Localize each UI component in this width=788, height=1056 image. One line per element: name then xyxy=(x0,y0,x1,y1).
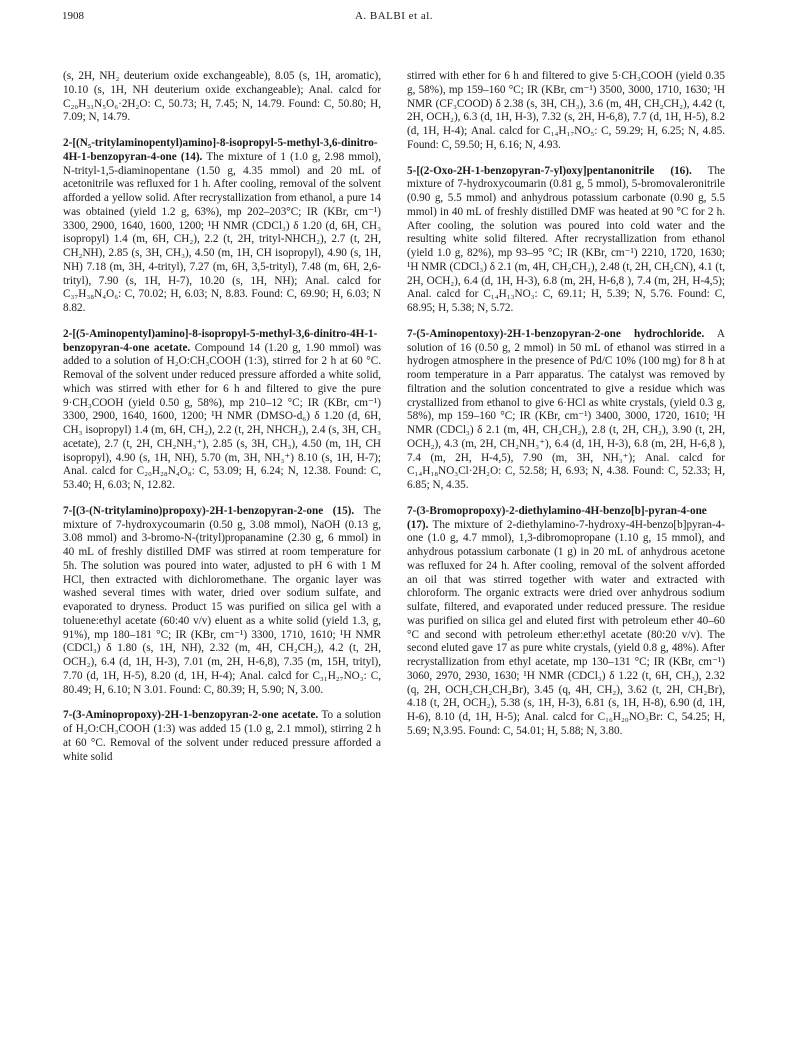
paragraph-body: The mixture of 7-hydroxycoumarin (0.81 g, 5 mmol), 5-bromovaleronitrile (0.90 g, 5.5 mmol) and anhydrous potassium carbonate (0.90 g, 5.5 mmol) in 40 mL of freshly distilled DMF was heated at 90 °C for 2 h. After cooling, the solution was poured into cold water and the resulting white solid filtered. After recrystallization from ethanol (yield 1.0 g, 82%), mp 93–95 °C; IR (KBr, cm⁻¹) 2210, 1720, 1630; ¹H NMR (CDCl₃) δ 2.1 (m, 4H, CH₂CH₂), 2.48 (t, 2H, CH₂CN), 4.1 (t, 2H, OCH₂), 6.4 (d, 1H, H-3), 6.8 (m, 2H, H-6,8 ), 7.4 (m, 2H, H-4,5); Anal. calcd for C₁₄H₁₃NO₃: C, 69.11; H, 5.39; N, 5.76. Found: C, 68.95; H, 5.38; N, 5.72. xyxy=(407,164,725,314)
running-head: A. BALBI et al. xyxy=(354,10,434,22)
paragraph-continuation xyxy=(407,70,725,153)
paragraph-body: To a solution of H₂O:CH₃COOH (1:3) was added 15 (1.0 g, 2.1 mmol), stirring 2 h at 60 °C. Removal of the solvent under reduced pressure afforded a white solid xyxy=(63,709,381,763)
compound-title: 2-[(5-Aminopentyl)amino]-8-isopropyl-5-methyl-3,6-dinitro-4H-1-benzopyran-4-one acetate. xyxy=(63,327,378,354)
compound-title: 7-(3-Bromopropoxy)-2-diethylamino-4H-benzo[b]-pyran-4-one (17). xyxy=(407,504,707,531)
paragraph-body: The mixture of 7-hydroxycoumarin (0.50 g, 3.08 mmol), NaOH (0.13 g, 3.08 mmol) and 3-bromo-N-(trityl)propanamine (2.30 g, 6 mmol) in 40 mL of freshly distilled DMF was stirred at room temperature for 5h. The solution was poured into water, adjusted to pH 6 with 1 M HCl, then extracted with dichloromethane. The organic layer was washed several times with water, dried over sodium sulfate, and evaporated to dryness. Product 15 was purified on silica gel with a toluene:ethyl acetate (60:40 v/v) eluent as a white solid (yield 1.3, g, 91%), mp 180–181 °C; IR (KBr, cm⁻¹) 3300, 1710, 1610; ¹H NMR (CDCl₃) δ 1.80 (s, 1H, NH), 2.32 (m, 4H, CH₂CH₂), 4.2 (t, 2H, OCH₂), 6.4 (d, 1H, H-3), 7.01 (m, 2H, H-6,8), 7.35 (m, 15H, trityl), 7.70 (d, 1H, H-5), 8.20 (d, 1H, H-4); Anal. calcd for C₃₁H₂₇NO₃: C, 80.49; H, 6.10; N 3.01. Found: C, 80.39; H, 5.90; N, 3.00. xyxy=(63,504,381,696)
page-number: 1908 xyxy=(62,10,84,22)
paragraph-body: A solution of 16 (0.50 g, 2 mmol) in 50 mL of ethanol was stirred in a hydrogen atmosphere in the presence of Pd/C 10% (100 mg) for 8 h at room temperature in a Parr apparatus. The catalyst was removed by filtration and the solution concentrated to give a residue which was crystallized from ethanol to give 6·HCl as white crystals, (yield 0.3 g, 58%), mp 159–160 °C; IR (KBr, cm⁻¹) 3400, 3000, 1720, 1610; ¹H NMR (CDCl₃) δ 2.1 (m, 4H, CH₂CH₂), 2.8 (t, 2H, CH₂), 3.90 (t, 2H, OCH₂), 4.3 (m, 2H, CH₂NH₃⁺), 6.4 (d, 1H, H-3), 6.8 (m, 2H, H-6,8 ), 7.4 (m, 2H, H-4,5), 7.90 (m, 3H, NH₃⁺); Anal. calcd for C₁₄H₁₈NO₃Cl·2H₂O: C, 52.58; H, 6.93; N, 4.38. Found: C, 52.33; H, 6.85; N, 4.35. xyxy=(407,327,725,491)
paragraph-compound-6 xyxy=(407,328,725,493)
paragraph-continuation xyxy=(63,70,381,125)
paragraph-compound-17 xyxy=(407,505,725,739)
compound-title: 2-[(N₅-tritylaminopentyl)amino]-8-isopropyl-5-methyl-3,6-dinitro-4H-1-benzopyran-4-one (14). xyxy=(63,137,378,163)
paragraph-body: stirred with ether for 6 h and filtered to give 5·CH₃COOH (yield 0.35 g, 58%), mp 159–160 °C; IR (KBr, cm⁻¹) 3500, 3000, 1710, 1630; ¹H NMR (CF₃COOD) δ 2.38 (s, 3H, CH₃), 3.6 (m, 4H, CH₂CH₂), 4.42 (t, 2H, OCH₂), 6.3 (d, 1H, H-3), 7.32 (s, 2H, H-6,8), 7.7 (d, 1H, H-5), 8.2 (d, 1H, H-4); Anal. calcd for C₁₄H₁₇NO₅: C, 59.29; H, 6.25; N, 4.85. Found: C, 59.50; H, 6.16; N, 4.93. xyxy=(407,70,725,151)
page-header xyxy=(62,10,726,30)
right-column xyxy=(407,70,725,751)
paragraph-compound-5 xyxy=(63,709,381,764)
paragraph-compound-15 xyxy=(63,505,381,698)
paragraph-compound-16 xyxy=(407,165,725,316)
paragraph-body: Compound 14 (1.20 g, 1.90 mmol) was added to a solution of H₂O:CH₃COOH (1:3), stirred for 2 h at 60 °C. Removal of the solvent under reduced pressure afforded a white solid, which was stirred with ether for 6 h and filtered to give the pure 9·CH₃COOH (yield 0.50 g, 58%), mp 210–12 °C; IR (KBr, cm⁻¹) 3300, 2900, 1640, 1600, 1200; ¹H NMR (DMSO-d₆) δ 1.20 (d, 6H, CH₃ isopropyl) 1.4 (m, 6H, CH₂), 2.2 (t, 2H, NHCH₂), 2.4 (s, 3H, CH₃ acetate), 2.7 (t, 2H, CH₂NH₃⁺), 2.85 (s, 3H, CH₃), 4.50 (m, 1H, CH isopropyl), 4.90 (s, 1H, NH), 5.70 (m, 3H, NH₃⁺) 8.10 (s, 1H, H-7); Anal. calcd for C₂₀H₂₈N₄O₈: C, 53.09; H, 6.24; N, 12.38. Found: C, 53.40; H, 6.03; N, 12.82. xyxy=(63,341,382,491)
compound-title: 7-(3-Aminopropoxy)-2H-1-benzopyran-2-one acetate. xyxy=(63,709,319,722)
compound-title: 5-[(2-Oxo-2H-1-benzopyran-7-yl)oxy]pentanonitrile (16). xyxy=(407,164,692,177)
compound-title: 7-[(3-(N-tritylamino)propoxy)-2H-1-benzopyran-2-one (15). xyxy=(63,504,355,517)
paragraph-body: The mixture of 1 (1.0 g, 2.98 mmol), N-trityl-1,5-diaminopentane (1.50 g, 4.35 mmol) and 20 mL of acetonitrile was refluxed for 1 h. After cooling, removal of the solvent afforded a yellow solid. After recrystallization from ethanol, a pure 14 was obtained (yield 1.2 g, 63%), mp 202–203°C; IR (KBr, cm⁻¹) 3300, 2900, 1640, 1600, 1200; ¹H NMR (CDCl₃) δ 1.20 (d, 6H, CH₃ isopropyl) 1.4 (m, 6H, CH₂), 2.2 (t, 2H, trityl-NHCH₂), 2.7 (t, 2H, CH₂NH), 2.85 (s, 3H, CH₃), 4.50 (m, 1H, CH isopropyl), 4.90 (s, 1H, NH) 7.18 (m, 3H, 4-trityl), 7.27 (m, 6H, 3,5-trityl), 7.48 (m, 6H, 2,6-trityl), 7.90 (s, 1H, H-7), 10.20 (s, 1H, NH); Anal. calcd for C₃₇H₃₈N₄O₆: C, 70.02; H, 6.03; N, 8.83. Found: C, 69.90; H, 6.03; N 8.82. xyxy=(63,150,381,314)
left-column xyxy=(63,70,381,776)
paragraph-compound-14 xyxy=(63,137,381,316)
paragraph-body: The mixture of 2-diethylamino-7-hydroxy-4H-benzo[b]pyran-4-one (1.0 g, 4.7 mmol), 1,3-dibromopropane (1.10 g, 15 mmol), and anhydrous potassium carbonate (1 g) in 20 mL of anhydrous acetone was refluxed for 24 h. After cooling, removal of the solvent afforded an oil that was stirred together with water and extracted with chloroform. The organic extracts were dried over anhydrous sodium sulfate, filtered, and evaporated under reduced pressure. The residue was purified on silica gel and eluted first with petroleum ether 40–60 °C and second with petroleum ether:ethyl acetate (80:20 v/v). The second eluted gave 17 as pure white crystals, (yield 0.8 g, 48%). After recrystallization from ethyl acetate, mp 130–131 °C; IR (KBr, cm⁻¹) 3060, 2970, 2930, 1630; ¹H NMR (CDCl₃) δ 1.22 (t, 6H, CH₃), 2.32 (q, 2H, OCH₂CH₂CH₂Br), 3.45 (q, 4H, CH₂), 3.62 (t, 2H, CH₂Br), 4.18 (t, 2H, OCH₂), 5.38 (s, 1H, H-3), 6.81 (s, 1H, H-8), 6.90 (d, 1H, H-6), 8.10 (d, 1H, H-5); Anal. calcd for C₁₆H₂₀NO₃Br: C, 54.25; H, 5.69; N,3.95. Found: C, 54.01; H, 5.88; N, 3.80. xyxy=(407,518,725,737)
compound-title: 7-(5-Aminopentoxy)-2H-1-benzopyran-2-one hydrochloride. xyxy=(407,327,705,340)
paragraph-body: (s, 2H, NH₂ deuterium oxide exchangeable), 8.05 (s, 1H, aromatic), 10.10 (s, 1H, NH deuterium oxide exchangeable); Anal. calcd for C₂₀H₃₁N₅O₆·2H₂O: C, 50.73; H, 7.45; N, 14.79. Found: C, 50.80; H, 7.09; N, 14.79. xyxy=(63,70,381,124)
paragraph-compound-9 xyxy=(63,328,381,493)
